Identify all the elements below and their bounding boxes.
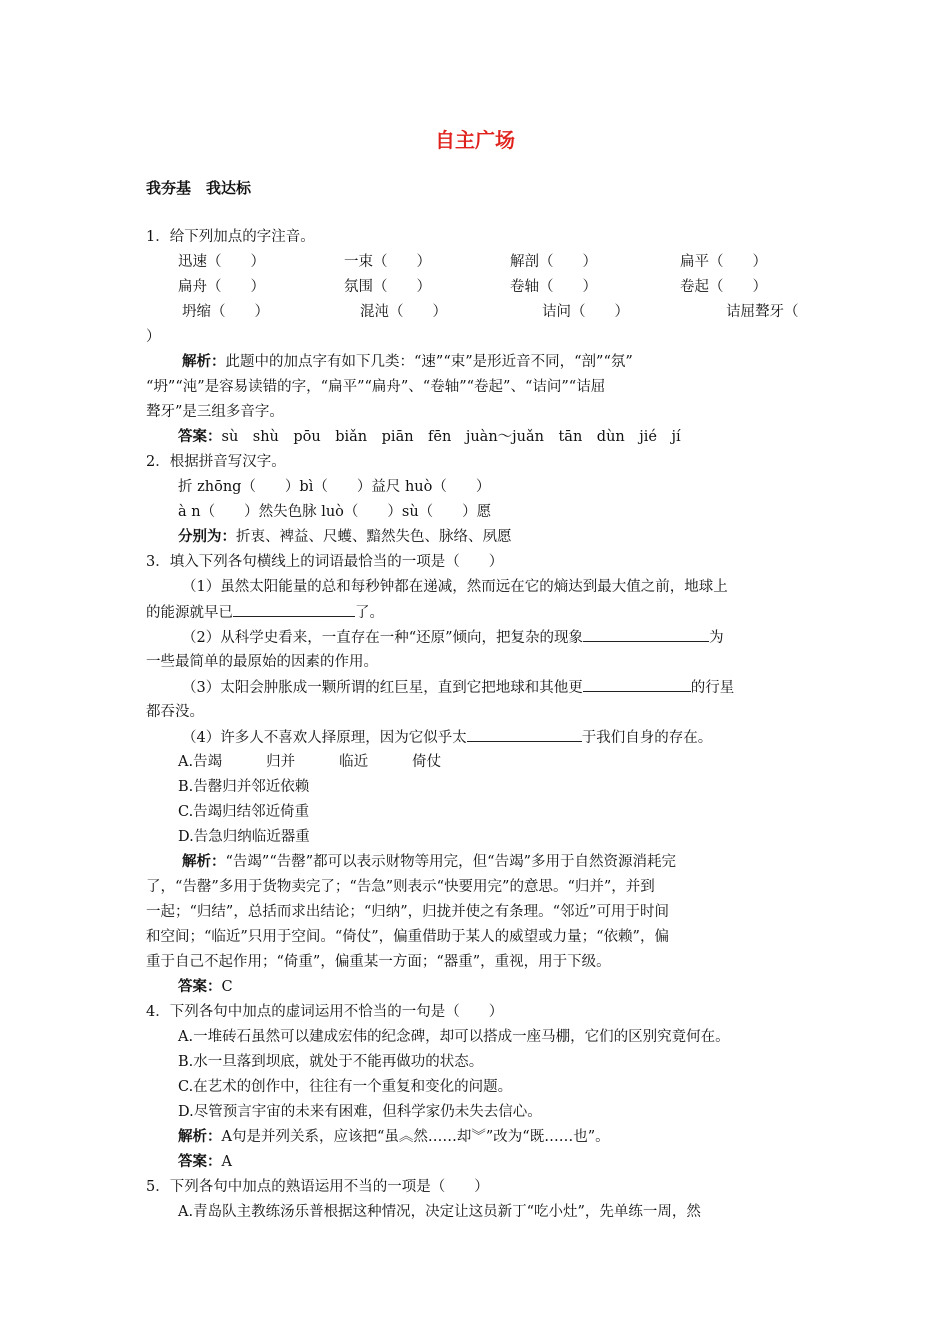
q3-answer [146,975,810,1000]
q3-analysis-cont: 了，“告罄”多用于货物卖完了；“告急”则表示“快要用完”的意思。“归并”，并到 [146,879,655,895]
sentence-text: （2）从科学史看来，一直存在一种“还原”倾向，把复杂的现象 [182,630,584,646]
answer-text: A [221,1154,232,1170]
q4-option-c: C.在艺术的创作中，往往有一个重复和变化的问题。 [178,1079,513,1095]
q1-item: 扁舟（ ） [178,279,265,295]
analysis-text: 此题中的加点字有如下几类：“速”“束”是形近音不同，“剖”“氛” [225,354,633,370]
q1-row3 [146,300,810,325]
analysis-label: 解析： [182,854,226,870]
q1-item: 扁平（ ） [680,254,767,270]
q4-answer [146,1150,810,1175]
q3-option-d: D.告急归纳临近器重 [178,829,310,845]
q3-analysis-cont: 重于自己不起作用；“倚重”，偏重某一方面；“器重”，重视，用于下级。 [146,954,611,970]
q3-analysis-cont: 一起；“归结”，总括而求出结论；“归纳”，归拢并使之有条理。“邻近”可用于时间 [146,904,669,920]
analysis-label: 解析： [182,354,226,370]
q3-option-b: B.告罄归并邻近依赖 [178,779,310,795]
q1-item: 卷轴（ ） [510,279,597,295]
q1-item: 卷起（ ） [680,279,767,295]
sentence-text: 的行星 [690,680,735,696]
q3-sentence: （1）虽然太阳能量的总和每秒钟都在递减，然而远在它的熵达到最大值之前，地球上 [182,579,728,595]
q3-sentence [146,675,810,700]
q1-item: 解剖（ ） [510,254,597,270]
q3-option-a [146,750,810,775]
q1-item: 混沌（ ） [360,304,447,320]
q3-sentence: 都吞没。 [146,704,204,720]
q3-sentence: 一些最简单的最原始的因素的作用。 [146,654,378,670]
q2-stem: 2．根据拼音写汉字。 [146,454,286,470]
q5-option-a: A.青岛队主教练汤乐普根据这种情况，决定让这员新丁“吃小灶”，先单练一周，然 [178,1204,701,1220]
sentence-text: 的能源就早已 [146,605,233,621]
option-word: 倚仗 [412,754,442,770]
q1-row3-close: ） [146,329,161,345]
q1-row1 [146,250,810,275]
sentence-text: （4）许多人不喜欢人择原理，因为它似乎太 [182,730,467,746]
q1-stem: 1．给下列加点的字注音。 [146,229,315,245]
sentence-text: 了。 [355,605,384,621]
q3-sentence [146,600,810,625]
analysis-text: “告竭”“告罄”都可以表示财物等用完，但“告竭”多用于自然资源消耗完 [225,854,676,870]
analysis-label: 解析： [178,1129,222,1145]
fill-blank [583,625,709,642]
q3-analysis [146,850,810,875]
answer-text: 折衷、裨益、尺蠖、黯然失色、脉络、夙愿 [236,529,512,545]
q1-analysis-cont: “坍”“沌”是容易读错的字，“扁平”“扁舟”、“卷轴”“卷起”、“诘问”“诘屈 [146,379,606,395]
fill-blank [583,675,691,692]
answer-text: C [221,979,233,995]
answer-text: sù shù pōu biǎn piān fēn juàn～juǎn tān dùn jié jí [221,429,681,445]
q5-stem: 5．下列各句中加点的熟语运用不当的一项是（ ） [146,1179,489,1195]
sentence-text: 为 [709,630,724,646]
fill-blank [233,600,355,617]
sentence-text: 于我们自身的存在。 [581,730,713,746]
q2-line: 折 zhōng（ ）bì（ ）益尺 huò（ ） [178,479,491,495]
analysis-text: A句是并列关系，应该把“虽︽然……却︾”改为“既……也”。 [221,1129,610,1145]
fill-blank [467,725,582,742]
answer-label: 分别为： [178,529,236,545]
q2-answer [146,525,810,550]
answer-label: 答案： [178,1154,222,1170]
document-body [146,225,810,1225]
option-word: 归并 [266,754,296,770]
q1-item: 一束（ ） [344,254,431,270]
q1-item: 坍缩（ ） [182,304,269,320]
q4-option-d: D.尽管预言宇宙的未来有困难，但科学家仍未失去信心。 [178,1104,542,1120]
q3-stem: 3．填入下列各句横线上的词语最恰当的一项是（ ） [146,554,504,570]
q1-item: 诘屈聱牙（ [726,304,799,320]
option-word: A.告竭 [178,754,223,770]
q1-analysis-cont: 聱牙”是三组多音字。 [146,404,284,420]
sentence-text: （3）太阳会肿胀成一颗所谓的红巨星，直到它把地球和其他更 [182,680,583,696]
q2-line: à n（ ）然失色脉 luò（ ）sù（ ）愿 [178,504,492,520]
q1-answer [146,425,810,450]
answer-label: 答案： [178,429,222,445]
q4-option-b: B.水一旦落到坝底，就处于不能再做功的状态。 [178,1054,484,1070]
option-word: 临近 [339,754,369,770]
q3-sentence [146,725,810,750]
q3-sentence [146,625,810,650]
answer-label: 答案： [178,979,222,995]
q1-row2 [146,275,810,300]
page-title: 自主广场 [435,128,515,152]
q1-item: 氛围（ ） [344,279,431,295]
q1-item: 迅速（ ） [178,254,265,270]
section-heading: 我夯基 我达标 [146,179,252,197]
q1-analysis [146,350,810,375]
q4-stem: 4．下列各句中加点的虚词运用不恰当的一句是（ ） [146,1004,504,1020]
q4-option-a: A.一堆砖石虽然可以建成宏伟的纪念碑，却可以搭成一座马棚，它们的区别究竟何在。 [178,1029,730,1045]
q3-option-c: C.告竭归结邻近倚重 [178,804,310,820]
q3-analysis-cont: 和空间；“临近”只用于空间。“倚仗”，偏重借助于某人的威望或力量；“依赖”，偏 [146,929,669,945]
q1-item: 诘问（ ） [542,304,629,320]
q4-analysis [146,1125,810,1150]
